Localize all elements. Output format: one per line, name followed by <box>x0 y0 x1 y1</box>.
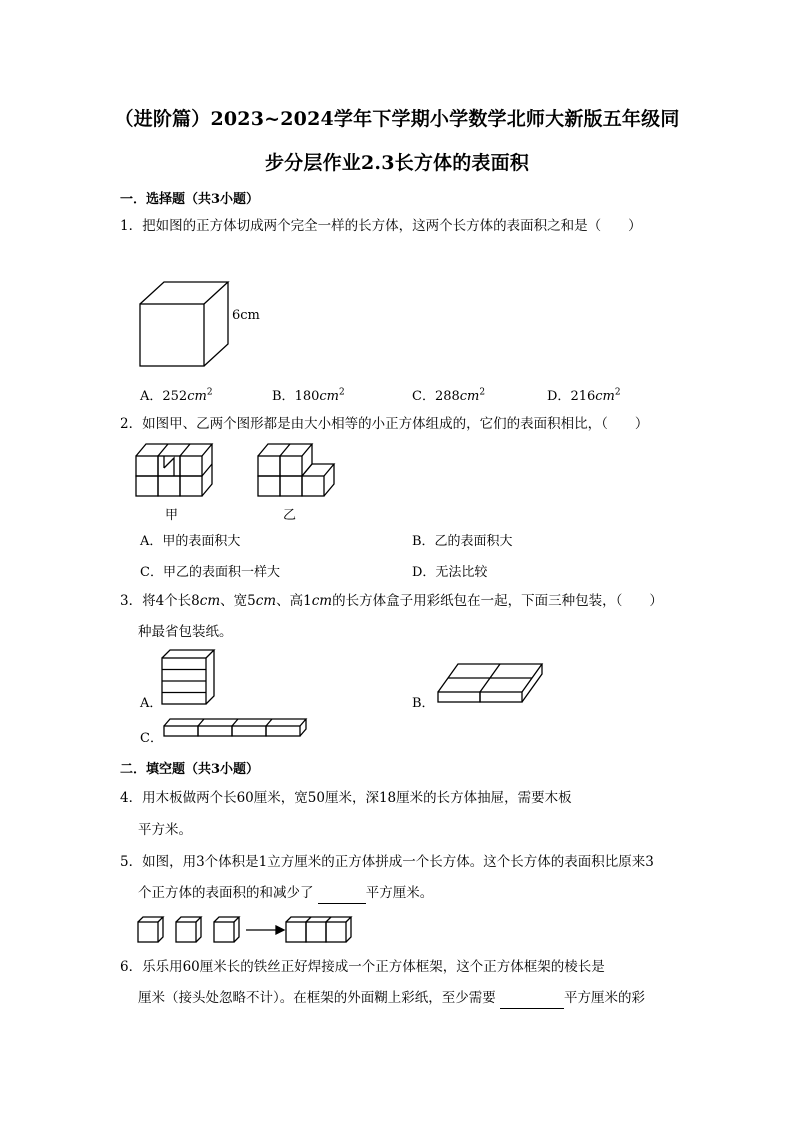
package-c-row <box>160 716 312 742</box>
cube-figure <box>134 278 274 374</box>
cube-edge-label: 6cm <box>232 308 260 323</box>
label-jia: 甲 <box>165 508 179 523</box>
question-5-line-1: 5．如图，用3个体积是1立方厘米的正方体拼成一个长方体。这个长方体的表面积比原来3 <box>120 854 654 870</box>
section-choice-heading: 一．选择题（共3小题） <box>120 192 260 207</box>
package-b-flat <box>434 660 546 706</box>
title-line-1: （进阶篇）2023~2024学年下学期小学数学北师大新版五年级同 <box>114 108 680 130</box>
q3-option-c[interactable]: C． <box>140 731 163 746</box>
question-6-line-1: 6．乐乐用60厘米长的铁丝正好焊接成一个正方体框架，这个正方体框架的棱长是 <box>120 959 605 975</box>
q2-option-c[interactable]: C．甲乙的表面积一样大 <box>140 565 280 580</box>
q1-option-d[interactable]: D．$216cm^2$ <box>547 387 621 404</box>
question-1-text: 1．把如图的正方体切成两个完全一样的长方体，这两个长方体的表面积之和是（ ） <box>120 218 642 234</box>
title-line-2: 步分层作业2.3长方体的表面积 <box>264 152 530 174</box>
cubes-combine-figure <box>134 912 356 946</box>
q1-option-c[interactable]: C．$288cm^2$ <box>412 387 486 404</box>
question-4-line-2: 平方米。 <box>138 822 192 838</box>
question-3-text: 3．将4个长8cm、宽5cm、高1cm的长方体盒子用彩纸包在一起，下面三种包装，（ ） <box>120 593 663 609</box>
package-a-stack <box>158 646 222 708</box>
section-fill-heading: 二．填空题（共3小题） <box>120 762 260 777</box>
q3-option-b[interactable]: B． <box>412 696 435 711</box>
q6-answer-blank[interactable] <box>500 988 564 1009</box>
question-6-line-2: 厘米（接头处忽略不计）。在框架的外面糊上彩纸，至少需要 平方厘米的彩 <box>138 988 645 1009</box>
q2-option-a[interactable]: A．甲的表面积大 <box>140 534 241 549</box>
question-3-line-2: 种最省包装纸。 <box>138 624 233 640</box>
q2-option-d[interactable]: D．无法比较 <box>412 565 488 580</box>
q1-option-a[interactable]: A．$252cm^2$ <box>140 387 213 404</box>
q2-option-b[interactable]: B．乙的表面积大 <box>412 534 513 549</box>
figure-jia <box>134 438 224 500</box>
question-5-line-2: 个正方体的表面积的和减少了 平方厘米。 <box>138 883 433 904</box>
q5-answer-blank[interactable] <box>318 883 366 904</box>
q3-option-a[interactable]: A． <box>140 696 163 711</box>
q1-option-b[interactable]: B．$180cm^2$ <box>272 387 345 404</box>
question-4-line-1: 4．用木板做两个长60厘米，宽50厘米，深18厘米的长方体抽屉，需要木板 <box>120 790 572 806</box>
figure-yi <box>256 438 346 500</box>
question-2-text: 2．如图甲、乙两个图形都是由大小相等的小正方体组成的，它们的表面积相比，（ ） <box>120 416 649 432</box>
label-yi: 乙 <box>283 508 297 523</box>
